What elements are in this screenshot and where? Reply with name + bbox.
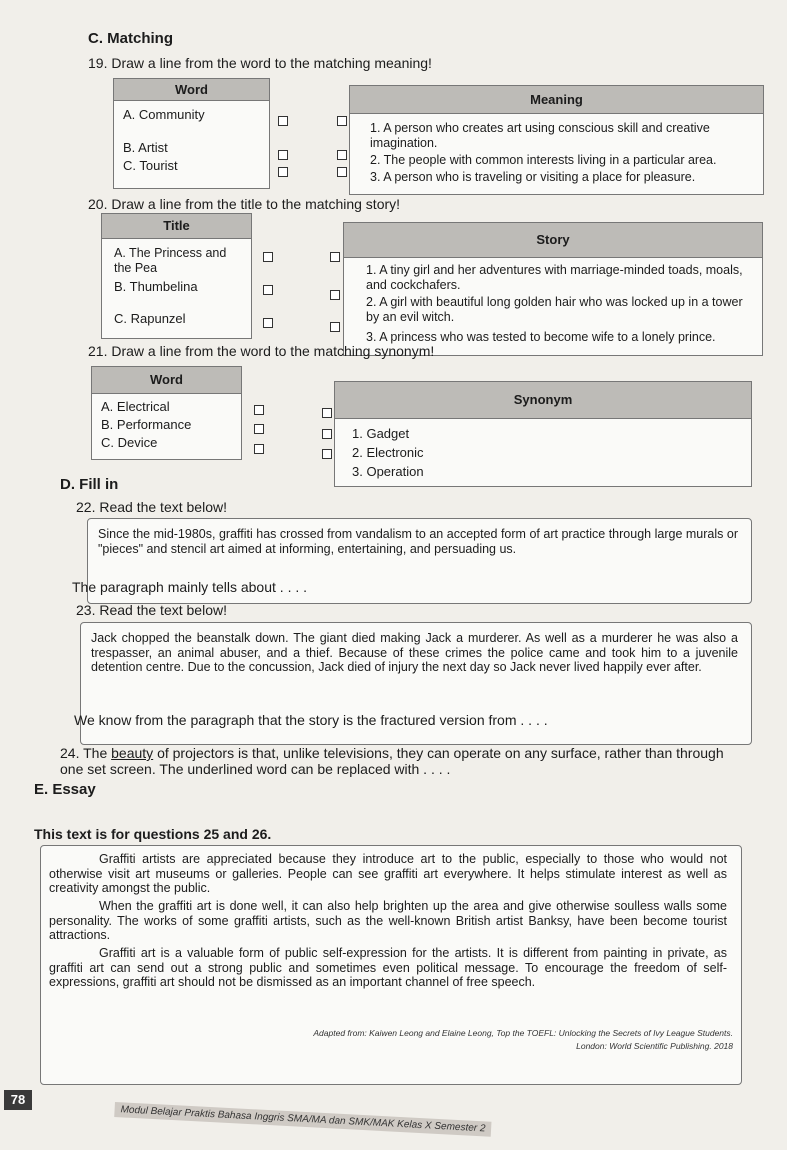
q20-title-box <box>101 213 252 339</box>
q19-word-a: A. Community <box>123 107 205 122</box>
section-d-title: D. Fill in <box>60 476 119 493</box>
q19-word-box <box>113 78 270 189</box>
q20-title-a: A. The Princess and the Pea <box>114 246 227 275</box>
q21-synonym-box <box>334 381 752 487</box>
q22-text: Since the mid-1980s, graffiti has crossed from vandalism to an accepted form of art practice through large murals or "pieces" and stencil art aimed at informing, entertaining, and persuading us. <box>98 527 738 556</box>
essay-intro: This text is for questions 25 and 26. <box>34 826 272 842</box>
q21-word-header: Word <box>92 367 241 394</box>
q20-title-b: B. Thumbelina <box>114 279 198 294</box>
q21-right-checkbox-1[interactable] <box>322 408 332 418</box>
q20-title-c: C. Rapunzel <box>114 311 186 326</box>
q20-story-2: 2. A girl with beautiful long golden hair who was locked up in a tower by an evil witch. <box>366 295 743 324</box>
q23-text-box <box>74 622 752 745</box>
essay-credit-1: Adapted from: Kaiwen Leong and Elaine Leong, Top the TOEFL: Unlocking the Secrets of Ivy League Students. <box>313 1028 733 1038</box>
q21-right-checkbox-3[interactable] <box>322 449 332 459</box>
q19-word-header: Word <box>114 79 269 101</box>
q20-right-checkbox-3[interactable] <box>330 322 340 332</box>
q24-text-before: The <box>83 745 108 761</box>
q19-meaning-1: 1. A person who creates art using conscious skill and creative imagination. <box>370 121 710 150</box>
q23-text: Jack chopped the beanstalk down. The giant died making Jack a murderer. As well as a murderer he was also a trespasser, an animal abuser, and a thief. Because of these crimes the police came and took him to a juvenile detention centre. Due to the concussion, Jack died of injury the next day so Jack never lived happily ever after. <box>91 631 738 674</box>
section-e-title: E. Essay <box>34 781 96 798</box>
q21-synonym-1: 1. Gadget <box>352 426 410 441</box>
q19-right-checkbox-1[interactable] <box>337 116 347 126</box>
q23-question: We know from the paragraph that the story is the fractured version from . . . . <box>74 712 548 728</box>
q21-prompt: 21. Draw a line from the word to the matching synonym! <box>88 343 435 359</box>
q19-meaning-box <box>349 85 764 195</box>
q20-left-checkbox-c[interactable] <box>263 318 273 328</box>
q20-story-header: Story <box>344 223 762 258</box>
q21-synonym-header: Synonym <box>335 382 751 419</box>
q19-meaning-3: 3. A person who is traveling or visiting a place for pleasure. <box>370 170 696 184</box>
q20-right-checkbox-2[interactable] <box>330 290 340 300</box>
essay-paragraph-3: Graffiti art is a valuable form of public self-expression for the artists. It is different from painting in private, as graffiti art can send out a strong public and sometimes even political message. To encourage the freedom of self-expressions, graffiti art should not be dismissed as an important channel of free speech. <box>49 946 727 989</box>
section-c-title: C. Matching <box>88 30 173 47</box>
q19-right-checkbox-3[interactable] <box>337 167 347 177</box>
q21-word-b: B. Performance <box>101 417 192 432</box>
q20-left-checkbox-a[interactable] <box>263 252 273 262</box>
essay-paragraph-1: Graffiti artists are appreciated because they introduce art to the public, especially to those who would not otherwise visit art museums or galleries. People can see graffiti art everywhere. It helps stimulate interest as well as creativity amongst the public. <box>49 852 727 895</box>
q22-prompt: 22. Read the text below! <box>76 499 227 515</box>
essay-text-box <box>40 845 742 1085</box>
book-footer: Modul Belajar Praktis Bahasa Inggris SMA/MA dan SMK/MAK Kelas X Semester 2 <box>114 1102 492 1137</box>
q19-left-checkbox-c[interactable] <box>278 167 288 177</box>
q19-prompt: 19. Draw a line from the word to the matching meaning! <box>88 55 432 71</box>
q22-question: The paragraph mainly tells about . . . . <box>72 579 308 595</box>
q22-text-box <box>72 518 752 604</box>
q21-right-checkbox-2[interactable] <box>322 429 332 439</box>
q21-synonym-2: 2. Electronic <box>352 445 424 460</box>
q21-left-checkbox-c[interactable] <box>254 444 264 454</box>
essay-credit-2: London: World Scientific Publishing. 2018 <box>576 1041 733 1051</box>
q19-word-c: C. Tourist <box>123 158 178 173</box>
page-number: 78 <box>4 1090 32 1110</box>
q19-word-b: B. Artist <box>123 140 168 155</box>
q19-left-checkbox-b[interactable] <box>278 150 288 160</box>
q20-story-3: 3. A princess who was tested to become wife to a lonely prince. <box>366 330 716 344</box>
q24-text-after: of projectors is that, unlike televisions, they can operate on any surface, rather than through one set screen. The underlined word can be replaced with . . . . <box>60 745 724 777</box>
q20-title-header: Title <box>102 214 251 239</box>
q19-left-checkbox-a[interactable] <box>278 116 288 126</box>
q23-prompt: 23. Read the text below! <box>76 602 227 618</box>
q20-story-1: 1. A tiny girl and her adventures with marriage-minded toads, moals, and cockchafers. <box>366 263 743 292</box>
q21-word-a: A. Electrical <box>101 399 170 414</box>
q20-right-checkbox-1[interactable] <box>330 252 340 262</box>
q21-synonym-3: 3. Operation <box>352 464 424 479</box>
q20-prompt: 20. Draw a line from the title to the matching story! <box>88 196 401 212</box>
q21-word-c: C. Device <box>101 435 158 450</box>
q20-left-checkbox-b[interactable] <box>263 285 273 295</box>
q19-meaning-header: Meaning <box>350 86 763 114</box>
q19-meaning-2: 2. The people with common interests living in a particular area. <box>370 153 717 167</box>
q24-underlined-word: beauty <box>111 745 154 761</box>
q24-question <box>60 745 750 777</box>
q19-right-checkbox-2[interactable] <box>337 150 347 160</box>
q21-left-checkbox-a[interactable] <box>254 405 264 415</box>
q21-left-checkbox-b[interactable] <box>254 424 264 434</box>
q20-story-box <box>343 222 763 356</box>
essay-paragraph-2: When the graffiti art is done well, it can also help brighten up the area and give otherwise soulless walls some personality. The works of some graffiti artists, such as the well-known British artist Banksy, have been become tourist attractions. <box>49 899 727 942</box>
q24-number: 24. <box>60 745 80 761</box>
q21-word-box <box>91 366 242 460</box>
